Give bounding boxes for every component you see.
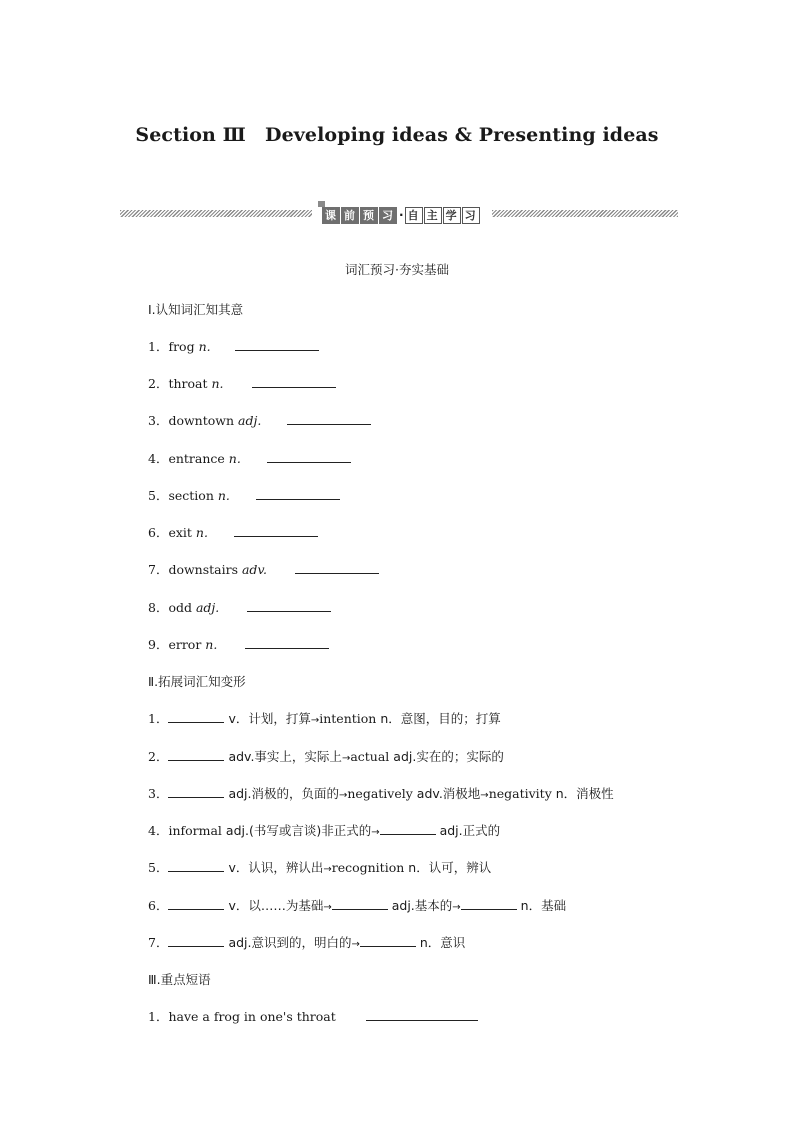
vocab-item: 9．error n. xyxy=(148,635,329,653)
answer-blank[interactable] xyxy=(360,934,416,947)
vocab-item: 8．odd adj. xyxy=(148,598,331,616)
banner-chip: 自 xyxy=(405,207,423,224)
page-title: Section Ⅲ Developing ideas & Presenting ideas xyxy=(135,124,659,146)
answer-blank[interactable] xyxy=(168,934,224,947)
answer-blank[interactable] xyxy=(168,748,224,761)
vocab-item: 4．entrance n. xyxy=(148,449,351,467)
banner-badge xyxy=(322,206,481,224)
answer-blank[interactable] xyxy=(247,599,331,612)
word-form-item: 1． v．计划，打算→intention n．意图，目的；打算 xyxy=(148,711,501,726)
answer-blank[interactable] xyxy=(235,338,319,351)
word-form-item: 7． adj.意识到的，明白的→ n．意识 xyxy=(148,935,466,950)
answer-blank[interactable] xyxy=(168,710,224,723)
answer-blank[interactable] xyxy=(234,524,318,537)
banner-chip: 习 xyxy=(462,207,480,224)
sub-heading: 词汇预习·夯实基础 xyxy=(345,262,449,277)
answer-blank[interactable] xyxy=(332,897,388,910)
banner-chip: 预 xyxy=(360,207,378,224)
vocab-item: 5．section n. xyxy=(148,486,340,504)
word-form-item: 5． v．认识，辨认出→recognition n．认可，辨认 xyxy=(148,860,492,875)
answer-blank[interactable] xyxy=(461,897,517,910)
section-heading: Ⅱ.拓展词汇知变形 xyxy=(148,674,246,689)
word-form-item: 2． adv.事实上，实际上→actual adj.实在的；实际的 xyxy=(148,749,504,764)
answer-blank[interactable] xyxy=(168,897,224,910)
answer-blank[interactable] xyxy=(295,561,379,574)
answer-blank[interactable] xyxy=(267,450,351,463)
banner-hatch-right xyxy=(492,210,678,217)
phrase-item: 1．have a frog in one's throat xyxy=(148,1007,478,1025)
banner-chip: 主 xyxy=(424,207,442,224)
vocab-item: 6．exit n. xyxy=(148,523,318,541)
word-form-item: 4．informal adj.(书写或言谈)非正式的→ adj.正式的 xyxy=(148,823,501,838)
banner-corner-mark xyxy=(318,201,325,207)
banner-dot: · xyxy=(399,208,404,222)
answer-blank[interactable] xyxy=(380,822,436,835)
word-form-item: 3． adj.消极的，负面的→negatively adv.消极地→negativity n．消极性 xyxy=(148,786,614,801)
answer-blank[interactable] xyxy=(252,375,336,388)
vocab-item: 7．downstairs adv. xyxy=(148,560,379,578)
answer-blank[interactable] xyxy=(245,636,329,649)
answer-blank[interactable] xyxy=(168,859,224,872)
banner-chip: 前 xyxy=(341,207,359,224)
section-banner xyxy=(120,202,678,226)
section-heading: Ⅰ.认知词汇知其意 xyxy=(148,302,244,317)
banner-chip: 学 xyxy=(443,207,461,224)
vocab-item: 3．downtown adj. xyxy=(148,411,371,429)
banner-chip: 习 xyxy=(379,207,397,224)
answer-blank[interactable] xyxy=(256,487,340,500)
word-form-item: 6． v．以……为基础→ adj.基本的→ n．基础 xyxy=(148,898,567,913)
answer-blank[interactable] xyxy=(287,412,371,425)
vocab-item: 2．throat n. xyxy=(148,374,336,392)
banner-chip: 课 xyxy=(322,207,340,224)
answer-blank[interactable] xyxy=(366,1008,478,1021)
section-heading: Ⅲ.重点短语 xyxy=(148,972,211,987)
banner-hatch-left xyxy=(120,210,312,217)
answer-blank[interactable] xyxy=(168,785,224,798)
vocab-item: 1．frog n. xyxy=(148,337,319,355)
